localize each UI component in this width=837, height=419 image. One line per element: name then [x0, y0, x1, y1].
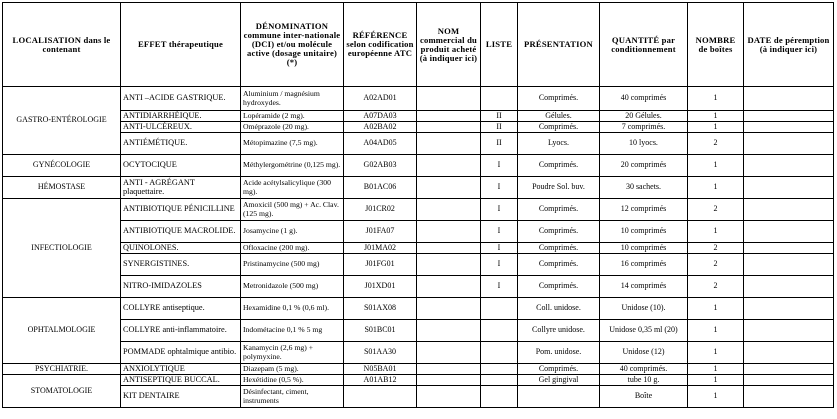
- table-row: [3, 342, 834, 364]
- nom-commercial-cell[interactable]: [417, 364, 481, 375]
- reference-cell: J01FA07: [344, 221, 417, 243]
- medication-table: [2, 2, 834, 408]
- nombre-cell: 1: [688, 320, 744, 342]
- quantite-cell: 20 comprimés: [600, 155, 688, 177]
- nombre-cell: 1: [688, 375, 744, 386]
- nom-commercial-cell[interactable]: [417, 243, 481, 254]
- effet-cell: NITRO-IMIDAZOLES: [121, 276, 241, 298]
- quantite-cell: Unidose (12): [600, 342, 688, 364]
- liste-cell: [481, 298, 518, 320]
- header-row: [3, 3, 834, 87]
- dci-cell: Métopimazine (7,5 mg).: [241, 133, 344, 155]
- reference-cell: B01AC06: [344, 177, 417, 199]
- table-row: [3, 386, 834, 408]
- nombre-cell: 1: [688, 122, 744, 133]
- table-row: [3, 375, 834, 386]
- table-row: [3, 221, 834, 243]
- date-cell[interactable]: [744, 386, 834, 408]
- header-dci: DÉNOMINATION commune inter-nationale (DCI) et/ou molécule active (dosage unitaire) (*): [241, 3, 344, 87]
- presentation-cell: [518, 386, 600, 408]
- liste-cell: I: [481, 254, 518, 276]
- nombre-cell: 2: [688, 199, 744, 221]
- nom-commercial-cell[interactable]: [417, 386, 481, 408]
- quantite-cell: 30 sachets.: [600, 177, 688, 199]
- quantite-cell: 40 comprimés: [600, 87, 688, 111]
- date-cell[interactable]: [744, 221, 834, 243]
- reference-cell: A01AB12: [344, 375, 417, 386]
- nombre-cell: 1: [688, 177, 744, 199]
- dci-cell: Oméprazole (20 mg).: [241, 122, 344, 133]
- effet-cell: COLLYRE anti-inflammatoire.: [121, 320, 241, 342]
- nombre-cell: 2: [688, 254, 744, 276]
- date-cell[interactable]: [744, 111, 834, 122]
- effet-cell: ANTIDIARRHÉIQUE.: [121, 111, 241, 122]
- liste-cell: I: [481, 199, 518, 221]
- dci-cell: Kanamycin (2,6 mg) + polymyxine.: [241, 342, 344, 364]
- nombre-cell: 1: [688, 221, 744, 243]
- date-cell[interactable]: [744, 320, 834, 342]
- effet-cell: ANTI –ACIDE GASTRIQUE.: [121, 87, 241, 111]
- medication-table-sheet: [2, 2, 833, 408]
- dci-cell: Méthylergométrine (0,125 mg).: [241, 155, 344, 177]
- reference-cell: A04AD05: [344, 133, 417, 155]
- liste-cell: I: [481, 155, 518, 177]
- dci-cell: Ofloxacine (200 mg).: [241, 243, 344, 254]
- presentation-cell: Comprimés.: [518, 122, 600, 133]
- nombre-cell: 1: [688, 298, 744, 320]
- localisation-cell: OPHTALMOLOGIE: [3, 298, 121, 364]
- date-cell[interactable]: [744, 364, 834, 375]
- presentation-cell: Gel gingival: [518, 375, 600, 386]
- date-cell[interactable]: [744, 276, 834, 298]
- table-row: [3, 87, 834, 111]
- nombre-cell: 2: [688, 243, 744, 254]
- nombre-cell: 1: [688, 111, 744, 122]
- nom-commercial-cell[interactable]: [417, 177, 481, 199]
- liste-cell: [481, 375, 518, 386]
- nombre-cell: 2: [688, 133, 744, 155]
- reference-cell: G02AB03: [344, 155, 417, 177]
- date-cell[interactable]: [744, 199, 834, 221]
- table-row: [3, 298, 834, 320]
- table-row: [3, 177, 834, 199]
- quantite-cell: 40 comprimés.: [600, 364, 688, 375]
- nombre-cell: 1: [688, 386, 744, 408]
- liste-cell: [481, 342, 518, 364]
- effet-cell: SYNERGISTINES.: [121, 254, 241, 276]
- liste-cell: [481, 386, 518, 408]
- nombre-cell: 1: [688, 364, 744, 375]
- effet-cell: COLLYRE antiseptique.: [121, 298, 241, 320]
- quantite-cell: 10 comprimés: [600, 243, 688, 254]
- presentation-cell: Lyocs.: [518, 133, 600, 155]
- effet-cell: ANTIBIOTIQUE MACROLIDE.: [121, 221, 241, 243]
- presentation-cell: Comprimés.: [518, 276, 600, 298]
- table-row: [3, 133, 834, 155]
- table-row: [3, 243, 834, 254]
- liste-cell: [481, 364, 518, 375]
- dci-cell: Hexamidine 0,1 % (0,6 ml).: [241, 298, 344, 320]
- header-liste: LISTE: [481, 3, 518, 87]
- quantite-cell: Unidose 0,35 ml (20): [600, 320, 688, 342]
- effet-cell: ANTIÉMÉTIQUE.: [121, 133, 241, 155]
- nom-commercial-cell[interactable]: [417, 199, 481, 221]
- quantite-cell: Unidose (10).: [600, 298, 688, 320]
- reference-cell: J01MA02: [344, 243, 417, 254]
- liste-cell: I: [481, 276, 518, 298]
- effet-cell: ANTIBIOTIQUE PÉNICILLINE: [121, 199, 241, 221]
- nom-commercial-cell[interactable]: [417, 111, 481, 122]
- effet-cell: OCYTOCIQUE: [121, 155, 241, 177]
- presentation-cell: Comprimés.: [518, 254, 600, 276]
- dci-cell: Aluminium / magnésium hydroxydes.: [241, 87, 344, 111]
- nom-commercial-cell[interactable]: [417, 87, 481, 111]
- date-cell[interactable]: [744, 243, 834, 254]
- nombre-cell: 1: [688, 155, 744, 177]
- reference-cell: A02BA02: [344, 122, 417, 133]
- localisation-cell: GYNÉCOLOGIE: [3, 155, 121, 177]
- presentation-cell: Poudre Sol. buv.: [518, 177, 600, 199]
- header-nombre: NOMBRE de boîtes: [688, 3, 744, 87]
- reference-cell: [344, 386, 417, 408]
- nom-commercial-cell[interactable]: [417, 320, 481, 342]
- quantite-cell: 7 comprimés.: [600, 122, 688, 133]
- nom-commercial-cell[interactable]: [417, 221, 481, 243]
- presentation-cell: Comprimés.: [518, 199, 600, 221]
- table-row: [3, 276, 834, 298]
- date-cell[interactable]: [744, 122, 834, 133]
- nombre-cell: 1: [688, 87, 744, 111]
- liste-cell: II: [481, 133, 518, 155]
- nom-commercial-cell[interactable]: [417, 298, 481, 320]
- header-reference: RÉFÉRENCE selon codification européenne ATC: [344, 3, 417, 87]
- quantite-cell: 20 Gélules.: [600, 111, 688, 122]
- effet-cell: ANXIOLYTIQUE: [121, 364, 241, 375]
- presentation-cell: Collyre unidose.: [518, 320, 600, 342]
- date-cell[interactable]: [744, 254, 834, 276]
- dci-cell: Hexétidine (0,5 %).: [241, 375, 344, 386]
- reference-cell: J01XD01: [344, 276, 417, 298]
- dci-cell: Metronidazole (500 mg): [241, 276, 344, 298]
- table-row: [3, 199, 834, 221]
- date-cell[interactable]: [744, 155, 834, 177]
- dci-cell: Josamycine (1 g).: [241, 221, 344, 243]
- header-date: DATE de péremption (à indiquer ici): [744, 3, 834, 87]
- quantite-cell: 10 comprimés: [600, 221, 688, 243]
- header-localisation: LOCALISATION dans le contenant: [3, 3, 121, 87]
- quantite-cell: tube 10 g.: [600, 375, 688, 386]
- dci-cell: Diazepam (5 mg).: [241, 364, 344, 375]
- date-cell[interactable]: [744, 133, 834, 155]
- header-nom-commercial: NOM commercial du produit acheté (à indiquer ici): [417, 3, 481, 87]
- presentation-cell: Comprimés.: [518, 364, 600, 375]
- dci-cell: Pristinamycine (500 mg): [241, 254, 344, 276]
- dci-cell: Indométacine 0,1 % 5 mg: [241, 320, 344, 342]
- date-cell[interactable]: [744, 177, 834, 199]
- date-cell[interactable]: [744, 298, 834, 320]
- date-cell[interactable]: [744, 375, 834, 386]
- table-row: [3, 111, 834, 122]
- liste-cell: [481, 320, 518, 342]
- reference-cell: S01AA30: [344, 342, 417, 364]
- dci-cell: Amoxicil (500 mg) + Ac. Clav. (125 mg).: [241, 199, 344, 221]
- date-cell[interactable]: [744, 87, 834, 111]
- nom-commercial-cell[interactable]: [417, 375, 481, 386]
- effet-cell: KIT DENTAIRE: [121, 386, 241, 408]
- presentation-cell: Comprimés.: [518, 221, 600, 243]
- reference-cell: S01AX08: [344, 298, 417, 320]
- nom-commercial-cell[interactable]: [417, 342, 481, 364]
- quantite-cell: 12 comprimés: [600, 199, 688, 221]
- liste-cell: I: [481, 243, 518, 254]
- presentation-cell: Gélules.: [518, 111, 600, 122]
- table-row: [3, 320, 834, 342]
- localisation-cell: INFECTIOLOGIE: [3, 199, 121, 298]
- reference-cell: S01BC01: [344, 320, 417, 342]
- date-cell[interactable]: [744, 342, 834, 364]
- presentation-cell: Coll. unidose.: [518, 298, 600, 320]
- dci-cell: Lopéramide (2 mg).: [241, 111, 344, 122]
- header-presentation: PRÉSENTATION: [518, 3, 600, 87]
- liste-cell: II: [481, 122, 518, 133]
- table-row: [3, 155, 834, 177]
- table-row: [3, 122, 834, 133]
- nombre-cell: 2: [688, 276, 744, 298]
- nom-commercial-cell[interactable]: [417, 133, 481, 155]
- presentation-cell: Pom. unidose.: [518, 342, 600, 364]
- header-quantite: QUANTITÉ par conditionnement: [600, 3, 688, 87]
- reference-cell: J01CR02: [344, 199, 417, 221]
- quantite-cell: 10 lyocs.: [600, 133, 688, 155]
- dci-cell: Acide acétylsalicylique (300 mg).: [241, 177, 344, 199]
- quantite-cell: Boîte: [600, 386, 688, 408]
- effet-cell: POMMADE ophtalmique antibio.: [121, 342, 241, 364]
- localisation-cell: HÉMOSTASE: [3, 177, 121, 199]
- quantite-cell: 16 comprimés: [600, 254, 688, 276]
- liste-cell: [481, 87, 518, 111]
- presentation-cell: Comprimés.: [518, 243, 600, 254]
- localisation-cell: STOMATOLOGIE: [3, 375, 121, 408]
- effet-cell: QUINOLONES.: [121, 243, 241, 254]
- reference-cell: A07DA03: [344, 111, 417, 122]
- effet-cell: ANTI - AGRÉGANT plaquettaire.: [121, 177, 241, 199]
- header-effet: EFFET thérapeutique: [121, 3, 241, 87]
- reference-cell: A02AD01: [344, 87, 417, 111]
- localisation-cell: PSYCHIATRIE.: [3, 364, 121, 375]
- presentation-cell: Comprimés.: [518, 155, 600, 177]
- table-row: [3, 254, 834, 276]
- presentation-cell: Comprimés.: [518, 87, 600, 111]
- nom-commercial-cell[interactable]: [417, 276, 481, 298]
- effet-cell: ANTI-ULCÉREUX.: [121, 122, 241, 133]
- nombre-cell: 1: [688, 342, 744, 364]
- reference-cell: N05BA01: [344, 364, 417, 375]
- nom-commercial-cell[interactable]: [417, 155, 481, 177]
- liste-cell: II: [481, 111, 518, 122]
- effet-cell: ANTISEPTIQUE BUCCAL.: [121, 375, 241, 386]
- quantite-cell: 14 comprimés: [600, 276, 688, 298]
- dci-cell: Désinfectant, ciment, instruments: [241, 386, 344, 408]
- liste-cell: I: [481, 177, 518, 199]
- nom-commercial-cell[interactable]: [417, 254, 481, 276]
- localisation-cell: GASTRO-ENTÉROLOGIE: [3, 87, 121, 155]
- liste-cell: I: [481, 221, 518, 243]
- table-row: [3, 364, 834, 375]
- reference-cell: J01FG01: [344, 254, 417, 276]
- nom-commercial-cell[interactable]: [417, 122, 481, 133]
